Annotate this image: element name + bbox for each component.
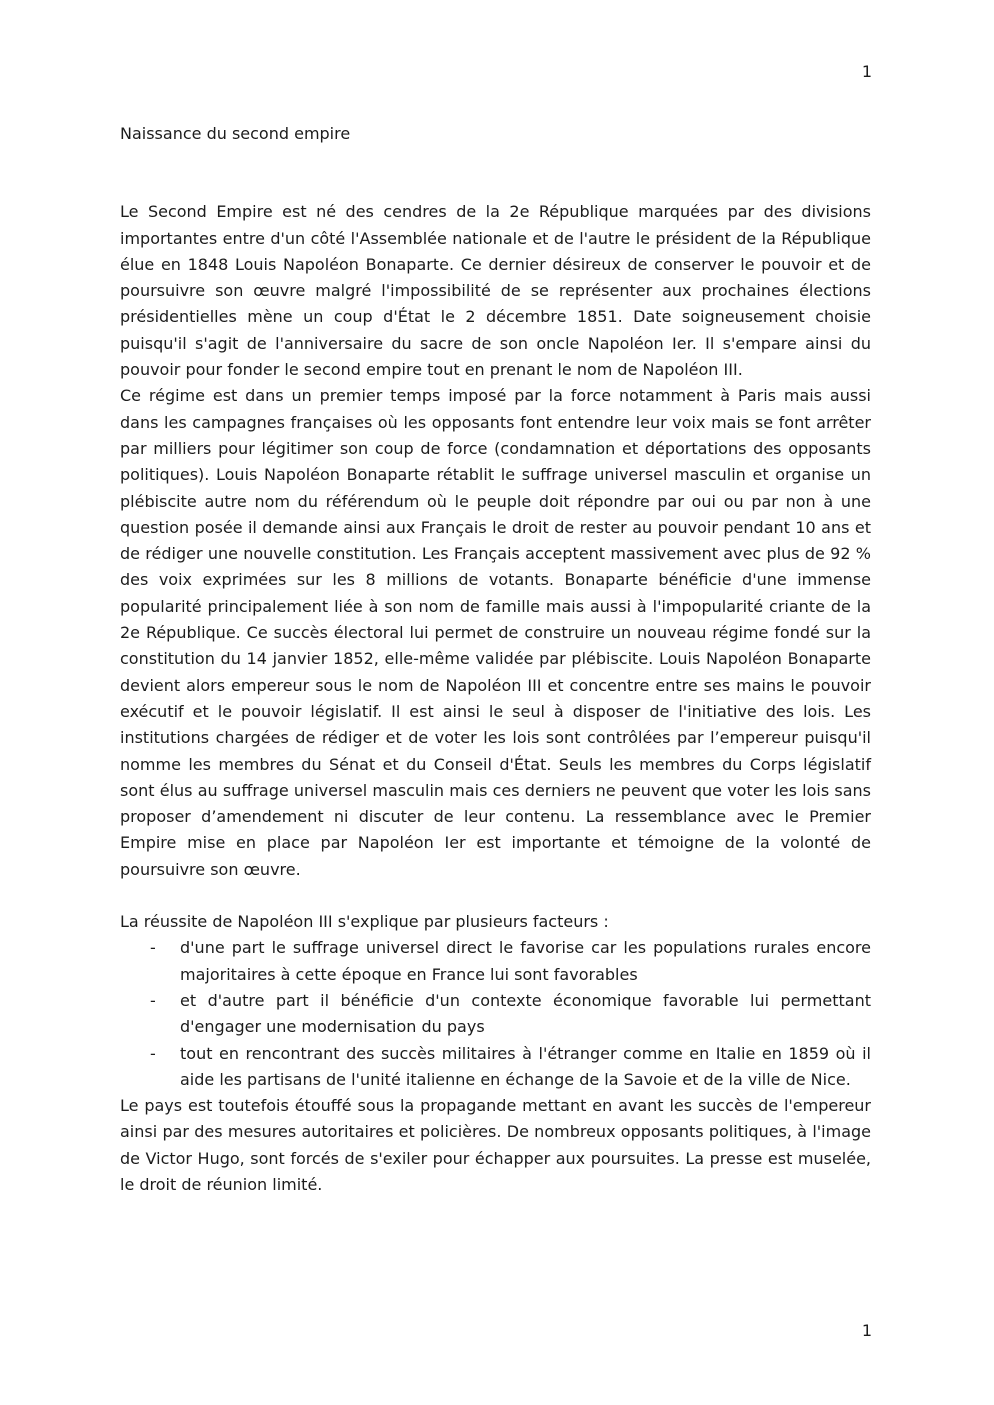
- list-intro: La réussite de Napoléon III s'explique par plusieurs facteurs :: [120, 912, 609, 932]
- spacer: [120, 147, 871, 199]
- list-item: [120, 935, 871, 988]
- paragraph-origins: Le Second Empire est né des cendres de la 2e République marquées par des divisions importantes entre d'un côté l'Assemblée nationale et de l'autre le président de la République élue en 1848 Louis Napoléon Bonaparte. Ce dernier désireux de conserver le pouvoir et de poursuivre son œuvre malgré l'impossibilité de se représenter aux prochaines élections présidentielles mène un coup d'État le 2 décembre 1851. Date soigneusement choisie puisqu'il s'agit de l'anniversaire du sacre de son oncle Napoléon Ier. Il s'empare ainsi du pouvoir pour fonder le second empire tout en prenant le nom de Napoléon III.: [120, 202, 871, 380]
- paragraph-repression: Le pays est toutefois étouffé sous la propagande mettant en avant les succès de l'empereur ainsi par des mesures autoritaires et policières. De nombreux opposants politiques, à l'image de Victor Hugo, sont forcés de s'exiler pour échapper aux poursuites. La presse est muselée, le droit de réunion limité.: [120, 1096, 871, 1194]
- list-item-text: tout en rencontrant des succès militaires à l'étranger comme en Italie en 1859 où il aide les partisans de l'unité italienne en échange de la Savoie et de la ville de Nice.: [180, 1043, 871, 1089]
- list-bullet: -: [150, 990, 156, 1010]
- list-bullet: -: [150, 1043, 156, 1063]
- list-item-text: et d'autre part il bénéficie d'un contexte économique favorable lui permettant d'engager une modernisation du pays: [180, 990, 871, 1037]
- document-body: [120, 121, 871, 1198]
- paragraph-regime: Ce régime est dans un premier temps imposé par la force notamment à Paris mais aussi dans les campagnes françaises où les opposants font entendre leur voix mais se font arrêter par milliers pour légitimer son coup de force (condamnation et déportations des opposants politiques). Louis Napoléon Bonaparte rétablit le suffrage universel masculin et organise un plébiscite autre nom du référendum où le peuple doit répondre par oui ou par non à une question posée il demande ainsi aux Français le droit de rester au pouvoir pendant 10 ans et de rédiger une nouvelle constitution. Les Français acceptent massivement avec plus de 92 % des voix exprimées sur les 8 millions de votants. Bonaparte bénéficie d'une immense popularité principalement liée à son nom de famille mais aussi à l'impopularité criante de la 2e République. Ce succès électoral lui permet de construire un nouveau régime fondé sur la constitution du 14 janvier 1852, elle-même validée par plébiscite. Louis Napoléon Bonaparte devient alors empereur sous le nom de Napoléon III et concentre entre ses mains le pouvoir exécutif et le pouvoir législatif. Il est ainsi le seul à disposer de l'initiative des lois. Les institutions chargées de rédiger et de voter les lois sont contrôlées par l’empereur puisqu'il nomme les membres du Sénat et du Conseil d'État. Seuls les membres du Corps législatif sont élus au suffrage universel masculin mais ces derniers ne peuvent que voter les lois sans proposer d’amendement ni discuter de leur contenu. La ressemblance avec le Premier Empire mise en place par Napoléon Ier est importante et témoigne de la volonté de poursuivre son œuvre.: [120, 386, 871, 879]
- factors-list: [120, 935, 871, 1093]
- spacer: [120, 883, 871, 909]
- page-number-top: 1: [861, 62, 872, 81]
- document-title: Naissance du second empire: [120, 124, 351, 143]
- list-bullet: -: [150, 938, 156, 958]
- page-number-bottom: 1: [861, 1321, 872, 1340]
- list-item: [120, 988, 871, 1041]
- list-item-text: d'une part le suffrage universel direct le favorise car les populations rurales encore majoritaires à cette époque en France lui sont favorables: [180, 938, 871, 984]
- list-item: [120, 1041, 871, 1094]
